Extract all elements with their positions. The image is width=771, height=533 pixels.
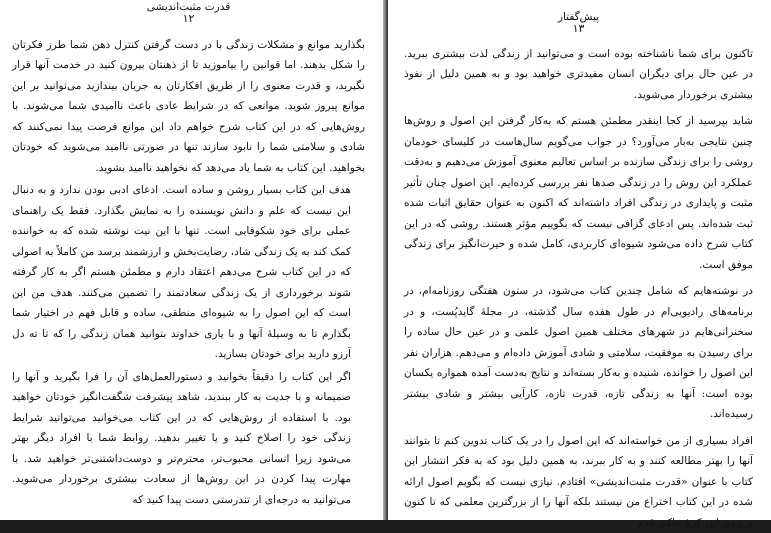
paragraph: در نوشته‌هایم که شامل چندین کتاب می‌شود، در ستون هفتگی روزنامه‌ام، در برنامه‌های رادیویی‌ام در طول هفده سال گذشته، در مجلهٔ گایدپُست، و در سخنرانی‌هایم در شهرهای مختلف همین اصول علمی و در عین حال ساده را برای رسیدن به موفقیت، سلامتی و شادی آموزش داده‌ام و می‌دهم. هزاران نفر این اصول را خوانده، شنیده و به‌کار بسته‌اند و نتایج به‌دست آمده همواره یکسان بوده است: آنها به زندگی تازه، قدرت تازه، کارآیی بیشتر و شادی بیشتر رسیده‌اند. xyxy=(404,285,753,421)
left-page-body xyxy=(12,35,365,511)
running-title: پیش‌گفتار xyxy=(557,11,600,23)
page-number: ۱۲ xyxy=(182,12,195,26)
paragraph: هدف این کتاب بسیار روشن و ساده است. ادعای ادبی بودن ندارد و به دنبال این نیست که علم و دانش نویسنده را به نمایش بگذارد. فقط یک راهنمای عملی برای خود شکوفایی است. تنها با این نیت نوشته شده که به خواننده کمک کند به یک زندگی شاد، رضایت‌بخش و ارزشمند برسد من کاملاً به اصولی که در این کتاب شرح می‌دهم اعتقاد دارم و مطمئن هستم اگر به کار گرفته شوند برخورداری از یک زندگی سعادتمند را تضمین می‌کنند. هدف من این است که این اصول را به شیوه‌ای منطقی، ساده و قابل فهم در اختیار شما بگذارم تا به وسیلهٔ آنها و با یاری خداوند بتوانید همان زندگی را که تا ته دل آرزو دارید برای خودتان بسازید. xyxy=(12,184,351,361)
right-page-body xyxy=(404,44,753,533)
right-page xyxy=(388,0,771,529)
paragraph: بگذارید موانع و مشکلات زندگی با در دست گرفتن کنترل ذهن شما طرز فکرتان را شکل بدهند. اما قوانین را بیاموزید تا از ذهنتان بیرون کنید در خدمت آنها قرار نگیرید، و قدرت معنوی را از طریق افکارتان به جریان بیندازید می‌توانید بر این موانع پیروز شوید. موانعی که در شرایط عادی باعث ناامیدی شما می‌شوند. با روش‌هایی که در این کتاب شرح خواهم داد این موانع فرصت پیدا نمی‌کنند که شادی و سلامتی شما را نابود سازند تنها در صورتی ناامید می‌شوید که خودتان بخواهید. این کتاب به شما یاد می‌دهد که نخواهید ناامید بشوید. xyxy=(12,38,365,174)
page-number: ۱۳ xyxy=(572,22,585,36)
paragraph: اگر این کتاب را دقیقاً بخوانید و دستورالعمل‌های آن را فرا بگیرید و آنها را صمیمانه و با جدیت به کار ببندید، شاهد پیشرفت شگفت‌انگیز خودتان خواهید بود. با استفاده از روش‌هایی که در این کتاب می‌خوانید می‌توانید شرایط زندگی خود را اصلاح کنید و یا تغییر بدهید. روابط شما با افراد دیگر بهتر می‌شود زیرا انسانی محبوب‌تر، محترم‌تر و دوست‌داشتنی‌تر خواهید شد. با مهارت پیدا کردن در این روش‌ها از سعادت بیشتری برخوردار می‌شوید. می‌توانید به درجه‌ای از تندرستی دست پیدا کنید که xyxy=(12,370,351,506)
left-page xyxy=(0,0,383,520)
right-page-header xyxy=(404,0,753,35)
left-page-header xyxy=(12,0,365,25)
running-title: قدرت مثبت‌اندیشی xyxy=(146,1,231,13)
paragraph: تاکنون برای شما ناشناخته بوده است و می‌توانید از زندگی لذت بیشتری ببرید. در عین حال برای دیگران انسان مفیدتری خواهید بود و به همین دلیل از نفوذ بیشتری برخوردار می‌شوید. xyxy=(404,47,753,101)
paragraph: شاید بپرسید از کجا اینقدر مطمئن هستم که به‌کار گرفتن این اصول و روش‌ها چنین نتایجی به‌بار می‌آورد؟ در جواب می‌گویم سال‌هاست در کلیسای خودمان روشی را برای زندگی سازنده بر اساس تعالیم معنوی آموزش می‌دهیم و به‌دقت عملکرد این روش را در زندگی صدها نفر بررسی کرده‌ایم. این اصول چنان تأثیر مثبت و پایداری در زندگی افراد داشته‌اند که اکنون به عنوان حقایق اثبات شده ثبت شده‌اند. پس ادعای گزافی نیست که بگوییم مؤثر هستند. روشی که در این کتاب شرح داده می‌شود شیوه‌ای کاربردی، کامل شده و حیرت‌انگیز برای زندگی موفق است. xyxy=(404,115,753,271)
paragraph: افراد بسیاری از من خواسته‌اند که این اصول را در یک کتاب تدوین کنم تا بتوانند آنها را بهتر مطالعه کنند و به کار ببرند، به همین دلیل بود که به فکر انتشار این کتاب با عنوان «قدرت مثبت‌اندیشی» افتادم. نیازی نیست که بگویم اصول ارائه شده در این کتاب اختراع من نیستند بلکه آنها را از بزرگترین معلمی که تا کنون بر روی این کرهٔ خاکی قدم xyxy=(404,434,753,529)
